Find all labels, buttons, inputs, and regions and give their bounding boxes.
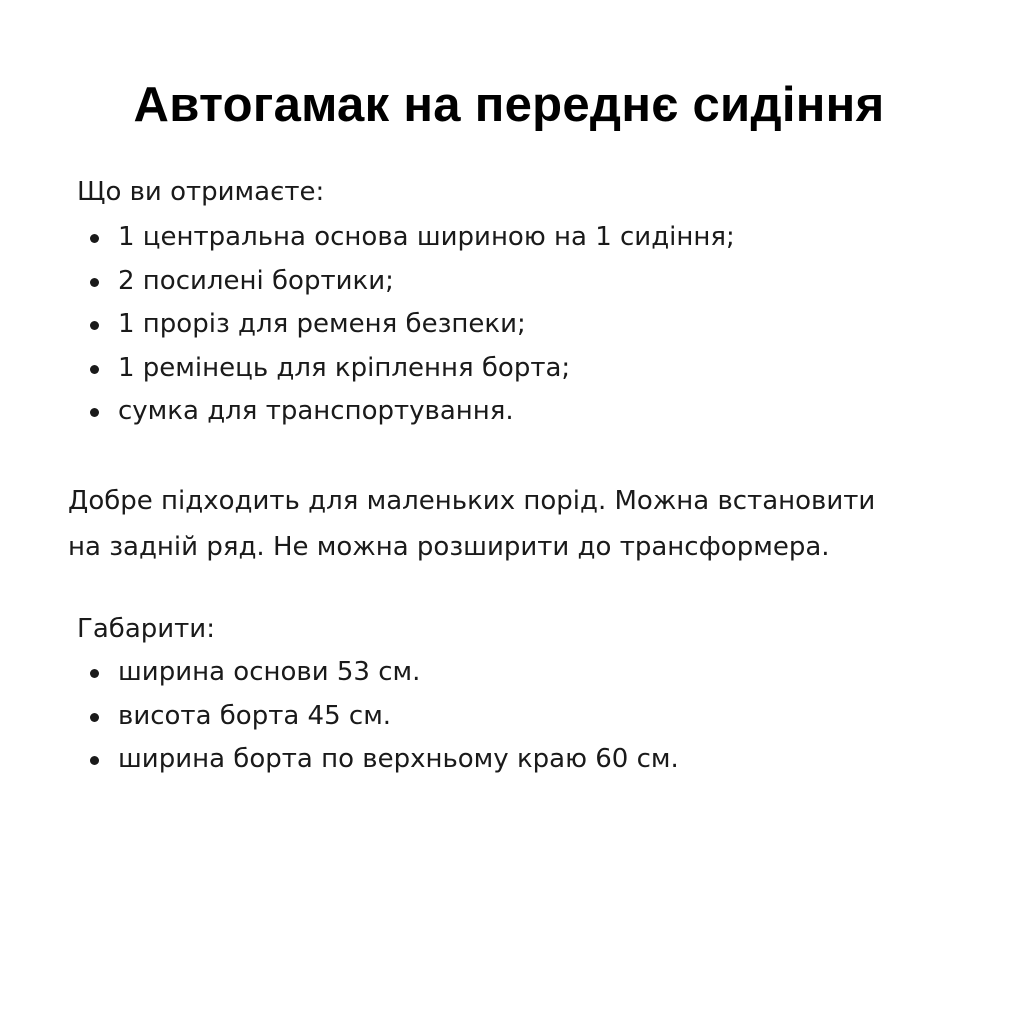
description-line: на задній ряд. Не можна розширити до трансформера.: [68, 532, 830, 562]
bullet-icon: [90, 234, 99, 243]
bullet-icon: [90, 408, 99, 417]
bullet-icon: [90, 278, 99, 287]
page-title: Автогамак на переднє сидіння: [133, 78, 885, 132]
bullet-icon: [90, 756, 99, 765]
dimensions-list: [88, 651, 679, 782]
list-item-text: висота борта 45 см.: [118, 700, 392, 731]
list-item: [88, 695, 679, 739]
list-item-text: сумка для транспортування.: [118, 396, 514, 426]
list-item-text: ширина основи 53 см.: [118, 657, 421, 687]
list-item-text: 1 проріз для ременя безпеки;: [118, 309, 526, 339]
bullet-icon: [90, 365, 99, 374]
contents-list: [88, 216, 735, 434]
description-line: Добре підходить для маленьких порід. Можна встановити: [68, 486, 876, 516]
list-item-text: 1 центральна основа шириною на 1 сидіння;: [118, 222, 735, 252]
list-item-text: ширина борта по верхньому краю 60 см.: [118, 744, 679, 774]
list-item: [88, 303, 735, 347]
contents-heading: Що ви отримаєте:: [77, 177, 325, 207]
list-item: [88, 260, 735, 304]
list-item: [88, 390, 735, 434]
dimensions-heading: Габарити:: [77, 614, 215, 644]
bullet-icon: [90, 713, 99, 722]
list-item: [88, 651, 679, 695]
list-item: [88, 738, 679, 782]
list-item: [88, 347, 735, 391]
bullet-icon: [90, 321, 99, 330]
list-item: [88, 216, 735, 260]
bullet-icon: [90, 669, 99, 678]
list-item-text: 1 ремінець для кріплення борта;: [118, 352, 571, 383]
description-paragraph: [68, 478, 968, 570]
list-item-text: 2 посилені бортики;: [118, 265, 394, 296]
